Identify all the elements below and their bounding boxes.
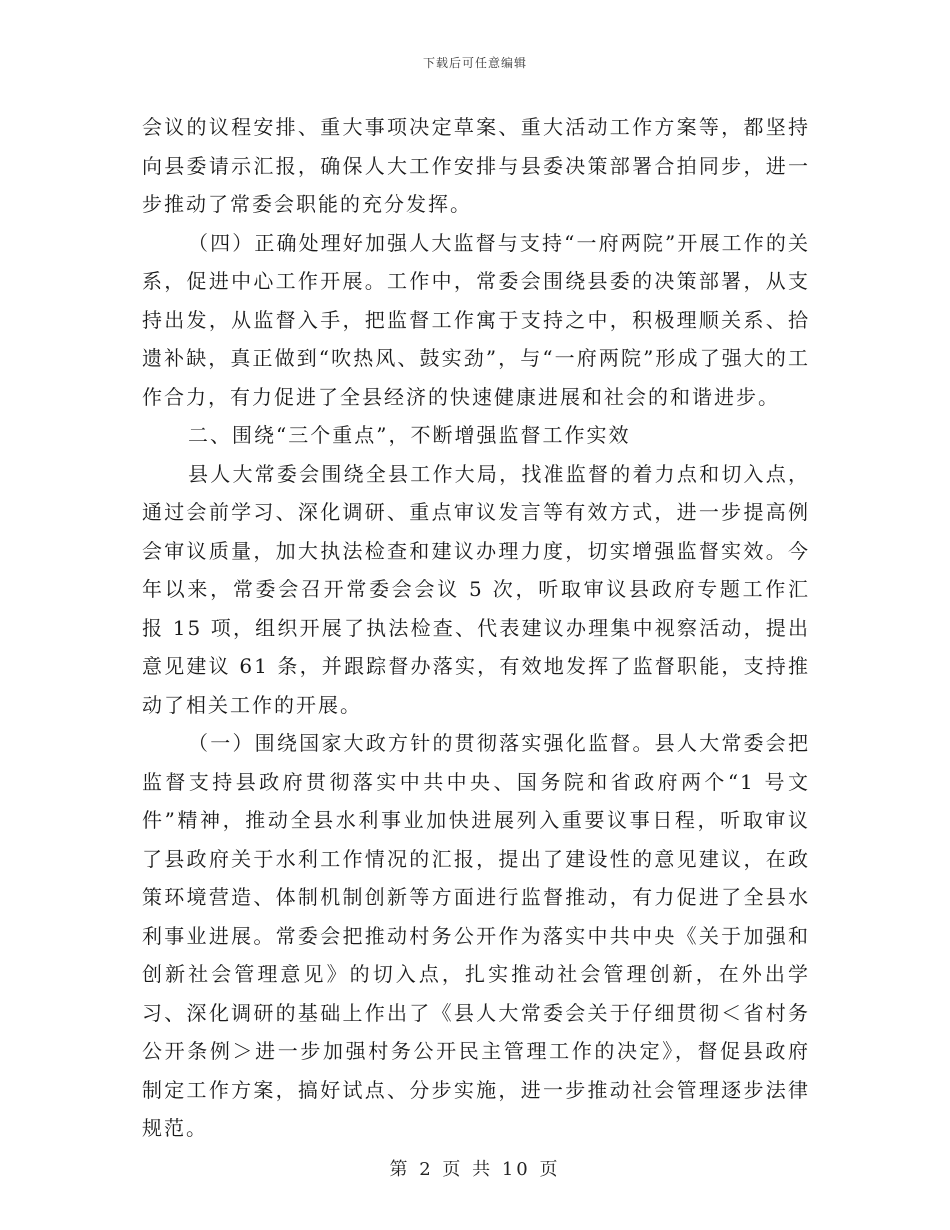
section-heading-two: 二、围绕“三个重点”，不断增强监督工作实效 bbox=[188, 423, 631, 447]
document-body bbox=[142, 108, 810, 1148]
paragraph-section-four: （四）正确处理好加强人大监督与支持“一府两院”开展工作的关系，促进中心工作开展。工作中，常委会围绕县委的决策部署，从支持出发，从监督入手，把监督工作寓于支持之中，积极理顺关系、拾遗补缺，真正做到“吹热风、鼓实劲”，与“一府两院”形成了强大的工作合力，有力促进了全县经济的快速健康进展和社会的和谐进步。 bbox=[142, 230, 810, 409]
paragraph-subsection-one: （一）围绕国家大政方针的贯彻落实强化监督。县人大常委会把监督支持县政府贯彻落实中共中央、国务院和省政府两个“1 号文件”精神，推动全县水利事业加快进展列入重要议事日程，听取审议了县政府关于水利工作情况的汇报，提出了建设性的意见建议，在政策环境营造、体制机制创新等方面进行监督推动，有力促进了全县水利事业进展。常委会把推动村务公开作为落实中共中央《关于加强和创新社会管理意见》的切入点，扎实推动社会管理创新，在外出学习、深化调研的基础上作出了《县人大常委会关于仔细贯彻＜省村务公开条例＞进一步加强村务公开民主管理工作的决定》，督促县政府制定工作方案，搞好试点、分步实施，进一步推动社会管理逐步法律规范。 bbox=[142, 731, 810, 1140]
paragraph-supervision-overview: 县人大常委会围绕全县工作大局，找准监督的着力点和切入点，通过会前学习、深化调研、重点审议发言等有效方式，进一步提高例会审议质量，加大执法检查和建议办理力度，切实增强监督实效。今年以来，常委会召开常委会会议 5 次，听取审议县政府专题工作汇报 15 项，组织开展了执法检查、代表建议办理集中视察活动，提出意见建议 61 条，并跟踪督办落实，有效地发挥了监督职能，支持推动了相关工作的开展。 bbox=[142, 461, 810, 717]
paragraph-continuation: 会议的议程安排、重大事项决定草案、重大活动工作方案等，都坚持向县委请示汇报，确保人大工作安排与县委决策部署合拍同步，进一步推动了常委会职能的充分发挥。 bbox=[142, 115, 810, 216]
page-header: 下载后可任意编辑 bbox=[422, 56, 527, 70]
page-footer: 第 2 页 共 10 页 bbox=[389, 1159, 561, 1180]
